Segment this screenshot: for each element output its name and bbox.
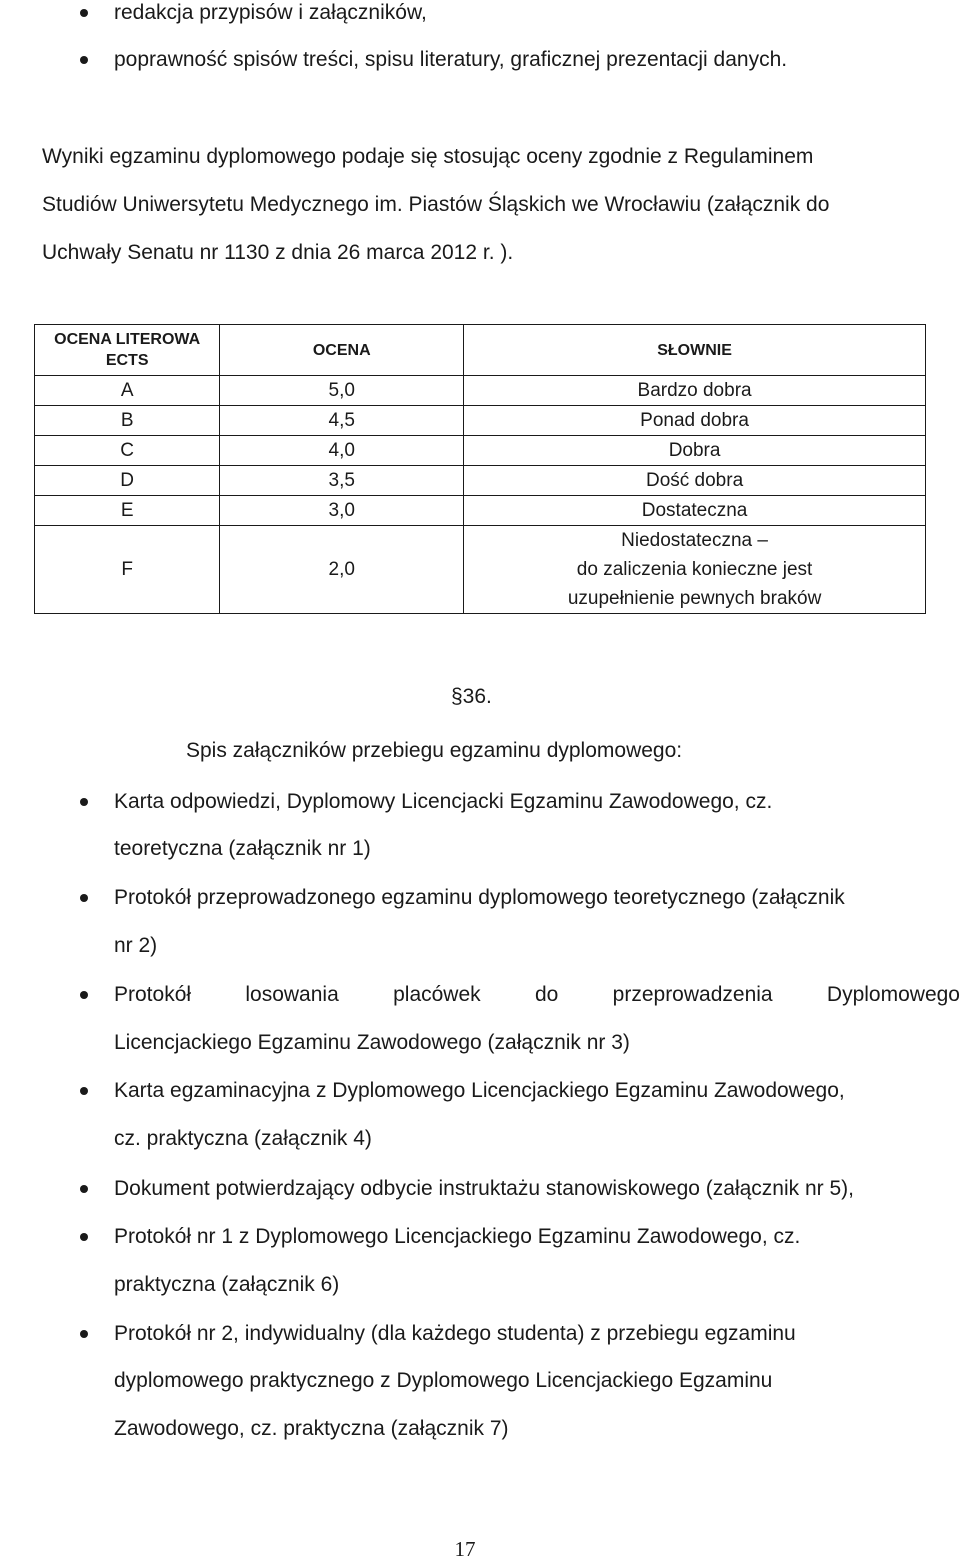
cell-grade: 4,5 bbox=[220, 406, 464, 436]
bullet-marker bbox=[80, 1087, 88, 1095]
bullet-marker bbox=[80, 56, 88, 64]
attachment-line: Zawodowego, cz. praktyczna (załącznik 7) bbox=[114, 1417, 509, 1440]
cell-grade: 4,0 bbox=[220, 436, 464, 466]
attachment-line: Karta odpowiedzi, Dyplomowy Licencjacki Egzaminu Zawodowego, cz. bbox=[114, 790, 773, 813]
bullet-marker bbox=[80, 991, 88, 999]
cell-grade: 3,5 bbox=[220, 466, 464, 496]
table-row bbox=[35, 376, 926, 406]
header-letter-grade bbox=[35, 325, 220, 376]
bullet-marker bbox=[80, 1185, 88, 1193]
table-row-failing bbox=[35, 526, 926, 614]
attachment-line: Dokument potwierdzający odbycie instruktażu stanowiskowego (załącznik nr 5), bbox=[114, 1177, 855, 1200]
table-row bbox=[35, 436, 926, 466]
paragraph-line: Uchwały Senatu nr 1130 z dnia 26 marca 2012 r. ). bbox=[42, 241, 514, 264]
bullet-marker bbox=[80, 894, 88, 902]
cell-grade: 3,0 bbox=[220, 496, 464, 526]
attachment-line: Protokół nr 2, indywidualny (dla każdego studenta) z przebiegu egzaminu bbox=[114, 1322, 796, 1345]
cell-letter: F bbox=[35, 526, 220, 614]
cell-words: Bardzo dobra bbox=[464, 376, 926, 406]
cell-words-line: Niedostateczna – bbox=[621, 530, 768, 551]
cell-words: Dość dobra bbox=[464, 466, 926, 496]
bullet-marker bbox=[80, 9, 88, 17]
header-letter-grade-line2: ECTS bbox=[105, 352, 149, 369]
attachment-line: Protokół przeprowadzonego egzaminu dyplomowego teoretycznego (załącznik bbox=[114, 886, 845, 909]
cell-words-line: uzupełnienie pewnych braków bbox=[567, 588, 822, 609]
attachment-line: nr 2) bbox=[114, 934, 158, 957]
cell-letter: A bbox=[35, 376, 220, 406]
section-number: §36. bbox=[451, 685, 492, 708]
attachment-line: Protokół nr 1 z Dyplomowego Licencjackiego Egzaminu Zawodowego, cz. bbox=[114, 1225, 801, 1248]
cell-letter: E bbox=[35, 496, 220, 526]
table-header-row bbox=[35, 325, 926, 376]
grade-table bbox=[34, 324, 926, 614]
attachment-line: dyplomowego praktycznego z Dyplomowego Licencjackiego Egzaminu bbox=[114, 1369, 773, 1392]
paragraph-line: Studiów Uniwersytetu Medycznego im. Piastów Śląskich we Wrocławiu (załącznik do bbox=[42, 193, 830, 216]
table-row bbox=[35, 496, 926, 526]
cell-letter: D bbox=[35, 466, 220, 496]
cell-words: Dobra bbox=[464, 436, 926, 466]
cell-letter: B bbox=[35, 406, 220, 436]
top-bullet-text: poprawność spisów treści, spisu literatury, graficznej prezentacji danych. bbox=[114, 48, 788, 71]
paragraph-line: Wyniki egzaminu dyplomowego podaje się stosując oceny zgodnie z Regulaminem bbox=[42, 145, 814, 168]
cell-letter: C bbox=[35, 436, 220, 466]
cell-words-line: do zaliczenia konieczne jest bbox=[576, 559, 813, 580]
attachment-line: Licencjackiego Egzaminu Zawodowego (załącznik nr 3) bbox=[114, 1031, 630, 1054]
table-row bbox=[35, 466, 926, 496]
cell-words: Ponad dobra bbox=[464, 406, 926, 436]
top-bullet-text: redakcja przypisów i załączników, bbox=[114, 1, 427, 24]
cell-words: Dostateczna bbox=[464, 496, 926, 526]
attachment-line: Karta egzaminacyjna z Dyplomowego Licencjackiego Egzaminu Zawodowego, bbox=[114, 1079, 845, 1102]
header-words: SŁOWNIE bbox=[464, 325, 926, 376]
attachment-line: teoretyczna (załącznik nr 1) bbox=[114, 837, 371, 860]
header-letter-grade-line1: OCENA LITEROWA bbox=[54, 331, 201, 348]
header-grade: OCENA bbox=[220, 325, 464, 376]
attachment-line: cz. praktyczna (załącznik 4) bbox=[114, 1127, 372, 1150]
cell-words-multiline bbox=[464, 526, 926, 614]
attachment-line: praktyczna (załącznik 6) bbox=[114, 1273, 340, 1296]
bullet-marker bbox=[80, 1330, 88, 1338]
page-number: 17 bbox=[454, 1537, 476, 1561]
bullet-marker bbox=[80, 1233, 88, 1241]
cell-grade: 5,0 bbox=[220, 376, 464, 406]
cell-grade: 2,0 bbox=[220, 526, 464, 614]
table-row bbox=[35, 406, 926, 436]
bullet-marker bbox=[80, 798, 88, 806]
attachment-line: Protokół losowania placówek do przeprowadzenia Dyplomowego bbox=[114, 983, 960, 1006]
section-heading: Spis załączników przebiegu egzaminu dyplomowego: bbox=[186, 739, 683, 762]
